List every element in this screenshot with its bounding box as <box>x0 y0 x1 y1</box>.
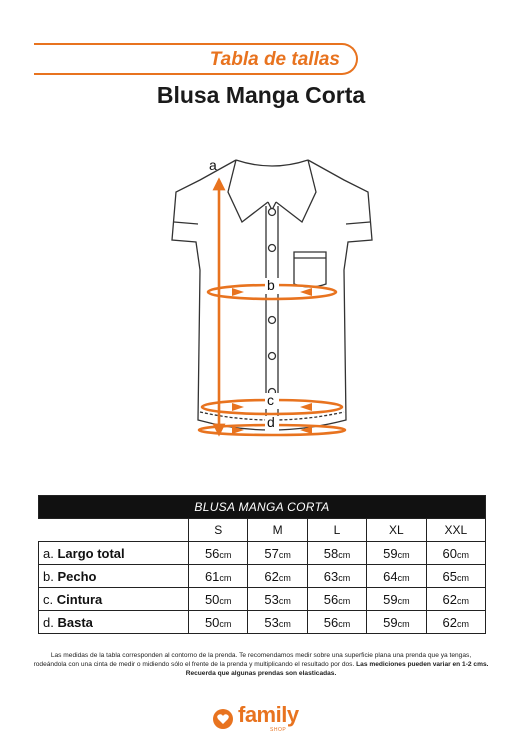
row-name: Largo total <box>57 545 125 561</box>
brand-logo <box>212 702 322 736</box>
size-header-row <box>39 519 486 542</box>
cell-value: 57 <box>264 545 279 561</box>
cell-value: 59 <box>383 545 398 561</box>
cell-value: 62 <box>442 591 458 607</box>
measure-arrows <box>232 288 312 434</box>
brand-name: family <box>238 702 299 727</box>
note-elastic: Recuerda que algunas prendas son elasticadas. <box>185 670 337 677</box>
buttons <box>269 209 276 396</box>
product-name: Blusa Manga Corta <box>156 82 366 108</box>
cell-value: 56 <box>204 545 220 561</box>
table-row <box>39 611 486 634</box>
unit: cm <box>338 549 351 560</box>
empty-corner <box>39 519 189 542</box>
cell-value: 50 <box>204 614 220 630</box>
row-letter: d. <box>43 614 54 630</box>
row-letter: b. <box>43 568 54 584</box>
unit: cm <box>457 595 470 606</box>
blouse-diagram <box>0 150 522 450</box>
unit: cm <box>278 549 291 560</box>
unit: cm <box>397 595 410 606</box>
size-l: L <box>307 519 366 542</box>
size-table <box>38 495 486 634</box>
measurement-note <box>20 651 502 678</box>
row-name: Basta <box>57 614 93 630</box>
unit: cm <box>397 618 410 629</box>
note-variation: Las mediciones pueden variar en 1-2 cms. <box>356 661 489 668</box>
note-line-1: Las medidas de la tabla corresponden al contorno de la prenda. Te recomendamos medir sobre una superficie plana una prenda que ya tengas, <box>50 652 472 659</box>
note-line-2: rodeándola con una cinta de medir o midiendo sólo el frente de la prenda y multiplicando el resultado por dos. <box>33 661 355 668</box>
cell-value: 56 <box>323 614 339 630</box>
label-a: a <box>209 157 217 173</box>
cell-value: 56 <box>323 591 339 607</box>
cell-value: 61 <box>204 568 220 584</box>
label-b: b <box>267 277 275 293</box>
unit: cm <box>338 595 351 606</box>
unit: cm <box>219 618 232 629</box>
unit: cm <box>219 595 232 606</box>
unit: cm <box>457 572 470 583</box>
unit: cm <box>457 618 470 629</box>
heart-icon <box>212 708 234 730</box>
cell-value: 60 <box>442 545 458 561</box>
unit: cm <box>457 549 470 560</box>
unit: cm <box>219 572 232 583</box>
unit: cm <box>338 618 351 629</box>
table-caption: BLUSA MANGA CORTA <box>39 496 486 519</box>
unit: cm <box>397 572 410 583</box>
cell-value: 53 <box>264 591 279 607</box>
unit: cm <box>278 618 291 629</box>
cell-value: 64 <box>383 568 398 584</box>
page-title: Tabla de tallas <box>209 49 340 70</box>
unit: cm <box>278 572 291 583</box>
table-row <box>39 565 486 588</box>
cell-value: 58 <box>323 545 339 561</box>
unit: cm <box>338 572 351 583</box>
cell-value: 50 <box>204 591 220 607</box>
cell-value: 62 <box>442 614 458 630</box>
unit: cm <box>278 595 291 606</box>
size-s: S <box>189 519 248 542</box>
cell-value: 63 <box>323 568 339 584</box>
row-name: Cintura <box>56 591 103 607</box>
row-name: Pecho <box>57 568 97 584</box>
row-letter: a. <box>43 545 54 561</box>
cell-value: 62 <box>264 568 279 584</box>
size-m: M <box>248 519 307 542</box>
table-row <box>39 542 486 565</box>
label-c: c <box>267 392 274 408</box>
cell-value: 65 <box>442 568 458 584</box>
brand-tagline: SHOP <box>270 727 287 733</box>
row-letter: c. <box>43 591 54 607</box>
label-d: d <box>267 414 275 430</box>
cell-value: 59 <box>383 614 398 630</box>
cell-value: 53 <box>264 614 279 630</box>
cell-value: 59 <box>383 591 398 607</box>
size-xxl: XXL <box>426 519 485 542</box>
size-xl: XL <box>367 519 426 542</box>
unit: cm <box>219 549 232 560</box>
unit: cm <box>397 549 410 560</box>
table-row <box>39 588 486 611</box>
title-banner <box>34 43 358 75</box>
